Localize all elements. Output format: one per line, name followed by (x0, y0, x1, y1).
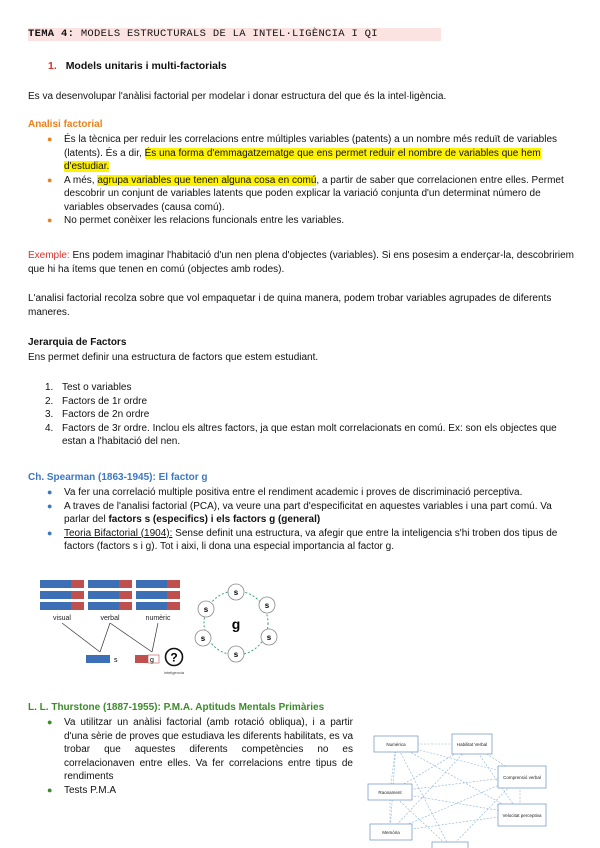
s-node (228, 646, 244, 662)
analisi-heading: Analisi factorial (28, 119, 103, 130)
item-number: 3. (45, 409, 54, 420)
section-number: 1. (48, 60, 57, 72)
node-label: Habilitat Verbal (456, 742, 488, 747)
analisi-bullet-1 (47, 133, 572, 174)
analisi-bullet-3 (47, 214, 572, 228)
page-title (28, 28, 441, 41)
recolza-paragraph: L'analisi factorial recolza sobre que vol empaquetar i de quina manera, podem trobar variables agrupades de diferents maneres. (28, 293, 552, 318)
bar-red (119, 591, 132, 599)
section-label: Models unitaris i multi-factorials (65, 60, 227, 72)
bullet-icon: ● (47, 717, 53, 727)
thurstone-list (47, 716, 353, 797)
exemple-label: Exemple: (28, 250, 70, 261)
item-number: 2. (45, 395, 54, 407)
bar-red (167, 591, 180, 599)
s-node (228, 584, 244, 600)
jerarquia-intro: Ens permet definir una estructura de factors que estem estudiant. (28, 352, 319, 363)
list-item (45, 422, 565, 449)
bullet-icon: ● (47, 215, 53, 225)
text: Sense definit una estructura, va afegir que entre la inteligencia s'hi troben dos tipus de factors (factors s i g). Tot i aixi, li dona una especial importancia al factor g. (64, 527, 558, 552)
title-rest: MODELS ESTRUCTURALS DE LA INTEL·LIGÈNCIA I QI (74, 28, 378, 40)
spearman-list (47, 486, 574, 554)
node-label: Raonament (378, 790, 402, 795)
bullet-icon: ● (47, 784, 53, 795)
s-node-label: s (264, 601, 270, 610)
item-text: Factors de 2n ordre (62, 409, 150, 420)
bar-red (167, 580, 180, 588)
item-text: Test o variables (62, 382, 132, 393)
list-item (45, 395, 565, 409)
text: Va fer una correlació multiple positiva entre el rendiment academic i proves de discriminació perceptiva. (64, 487, 523, 498)
bullet-icon: ● (47, 500, 53, 511)
question-mark: ? (170, 650, 178, 665)
s-node-label: s (233, 650, 239, 659)
highlighted-text: agrupa variables que tenen alguna cosa en comú (97, 174, 317, 186)
s-node-label: s (266, 633, 272, 642)
s-node (259, 597, 275, 613)
bar-group-numeric (136, 580, 180, 610)
exemple-text: Ens podem imaginar l'habitació d'un nen plena d'objectes (variables). Si ens posesim a enderçar-la, descobririem que hi ha ítems que tenen en comú (objectes amb rodes). (28, 250, 575, 275)
node-label: Numèrica (386, 742, 406, 747)
bar-red (119, 580, 132, 588)
bar-red (71, 580, 84, 588)
caption: inteligencia (163, 670, 185, 675)
node-label: Comprensió verbal (503, 775, 541, 780)
center-g: g (231, 616, 241, 632)
node-partial (432, 842, 468, 848)
label-visual: visual (53, 615, 71, 622)
analisi-list (47, 133, 572, 228)
connector-lines (62, 623, 158, 652)
bar-red (71, 591, 84, 599)
s-bar (86, 655, 110, 663)
jerarquia-list (45, 381, 565, 449)
text: Va utilitzar un anàlisi factorial (amb rotació obliqua), i a partir d'una sèrie de proves que estudiava les diferents habilitats, es va trobar que aquestes diferents competències no es correlacionaven entre elles. Va fer correlacions entre tipus de rendiments (64, 717, 353, 782)
text: Tests P.M.A (64, 784, 117, 796)
section-heading (48, 60, 227, 72)
bullet-icon: ● (47, 487, 53, 497)
pma-network-diagram (360, 722, 560, 848)
text: No permet conèixer les relacions funcionals entre les variables. (64, 215, 345, 226)
node-comprensio-verbal (498, 766, 546, 788)
spearman-heading: Ch. Spearman (1863-1945): El factor g (28, 472, 208, 483)
node-label: Memòria (382, 830, 400, 835)
thurstone-bullet-1 (47, 716, 353, 784)
underlined-text: Teoria Bifactorial (1904): (64, 527, 173, 539)
g-label: g (150, 657, 154, 664)
text: A traves de l'analisi factorial (PCA), va veure una part d'especificitat en aquestes variables i una part comú. Va parlar del (64, 500, 552, 525)
s-node (261, 629, 277, 645)
bar-group-visual (40, 580, 84, 610)
node-habilitat-verbal (452, 734, 492, 754)
g-factor-diagram (190, 582, 290, 664)
node-raonament (368, 784, 412, 800)
highlighted-text: És una forma d'emmagatzematge que ens permet reduir el nombre de variables que hem d'estudiar. (64, 147, 541, 172)
list-item (45, 381, 565, 395)
bullet-icon: ● (47, 527, 53, 538)
s-node-label: s (203, 605, 209, 614)
text: És la tècnica per reduir les correlacions entre múltiples variables (patents) a un nombre més reduït de variables (latents). És a dir, (64, 134, 558, 159)
spearman-bullet-1 (47, 486, 574, 500)
s-label: s (114, 657, 118, 664)
intro-paragraph: Es va desenvolupar l'anàlisi factorial per modelar i donar estructura del que és la intel·ligència. (28, 91, 447, 102)
bifactorial-diagram (38, 578, 188, 678)
thurstone-heading: L. L. Thurstone (1887-1955): P.M.A. Aptituds Mentals Primàries (28, 702, 325, 713)
jerarquia-heading: Jerarquia de Factors (28, 337, 127, 348)
text: A més, (64, 174, 98, 186)
s-node-label: s (233, 588, 239, 597)
bar-red (119, 602, 132, 610)
item-text: Factors de 3r ordre. Inclou els altres factors, ja que estan molt correlacionats en comú. Ex: son els objectes que estan a l'habitació del nen. (62, 422, 557, 447)
item-number: 1. (45, 382, 54, 393)
s-node-label: s (200, 634, 206, 643)
spearman-bullet-3 (47, 527, 574, 554)
bar-red (167, 602, 180, 610)
node-label: Velocitat perceptiva (502, 813, 542, 818)
exemple-paragraph (28, 249, 576, 276)
label-numeric: numèric (145, 615, 171, 622)
node-velocitat-perceptiva (498, 804, 546, 826)
item-number: 4. (45, 422, 54, 434)
thurstone-bullet-2 (47, 784, 353, 798)
title-bold: TEMA 4: (28, 28, 75, 40)
item-text: Factors de 1r ordre (62, 395, 148, 407)
list-item (45, 408, 565, 422)
bar-red (71, 602, 84, 610)
bar-group-verbal (88, 580, 132, 610)
s-node (195, 630, 211, 646)
bullet-icon: ● (47, 134, 53, 144)
label-verbal: verbal (100, 615, 120, 622)
text: , a partir de saber que correlacionen entre elles. Permet descobrir un conjunt de variables latents que poden explicar la variació conjunta d'un determinat número de variables observades (causa comú). (64, 174, 564, 213)
analisi-bullet-2 (47, 174, 572, 215)
bold-text: factors s (especifics) i els factors g (general) (108, 514, 321, 525)
bullet-icon: ● (47, 174, 53, 185)
spearman-bullet-2 (47, 500, 574, 527)
s-node (198, 601, 214, 617)
node-memoria (370, 824, 412, 840)
node-numerica (374, 736, 418, 752)
